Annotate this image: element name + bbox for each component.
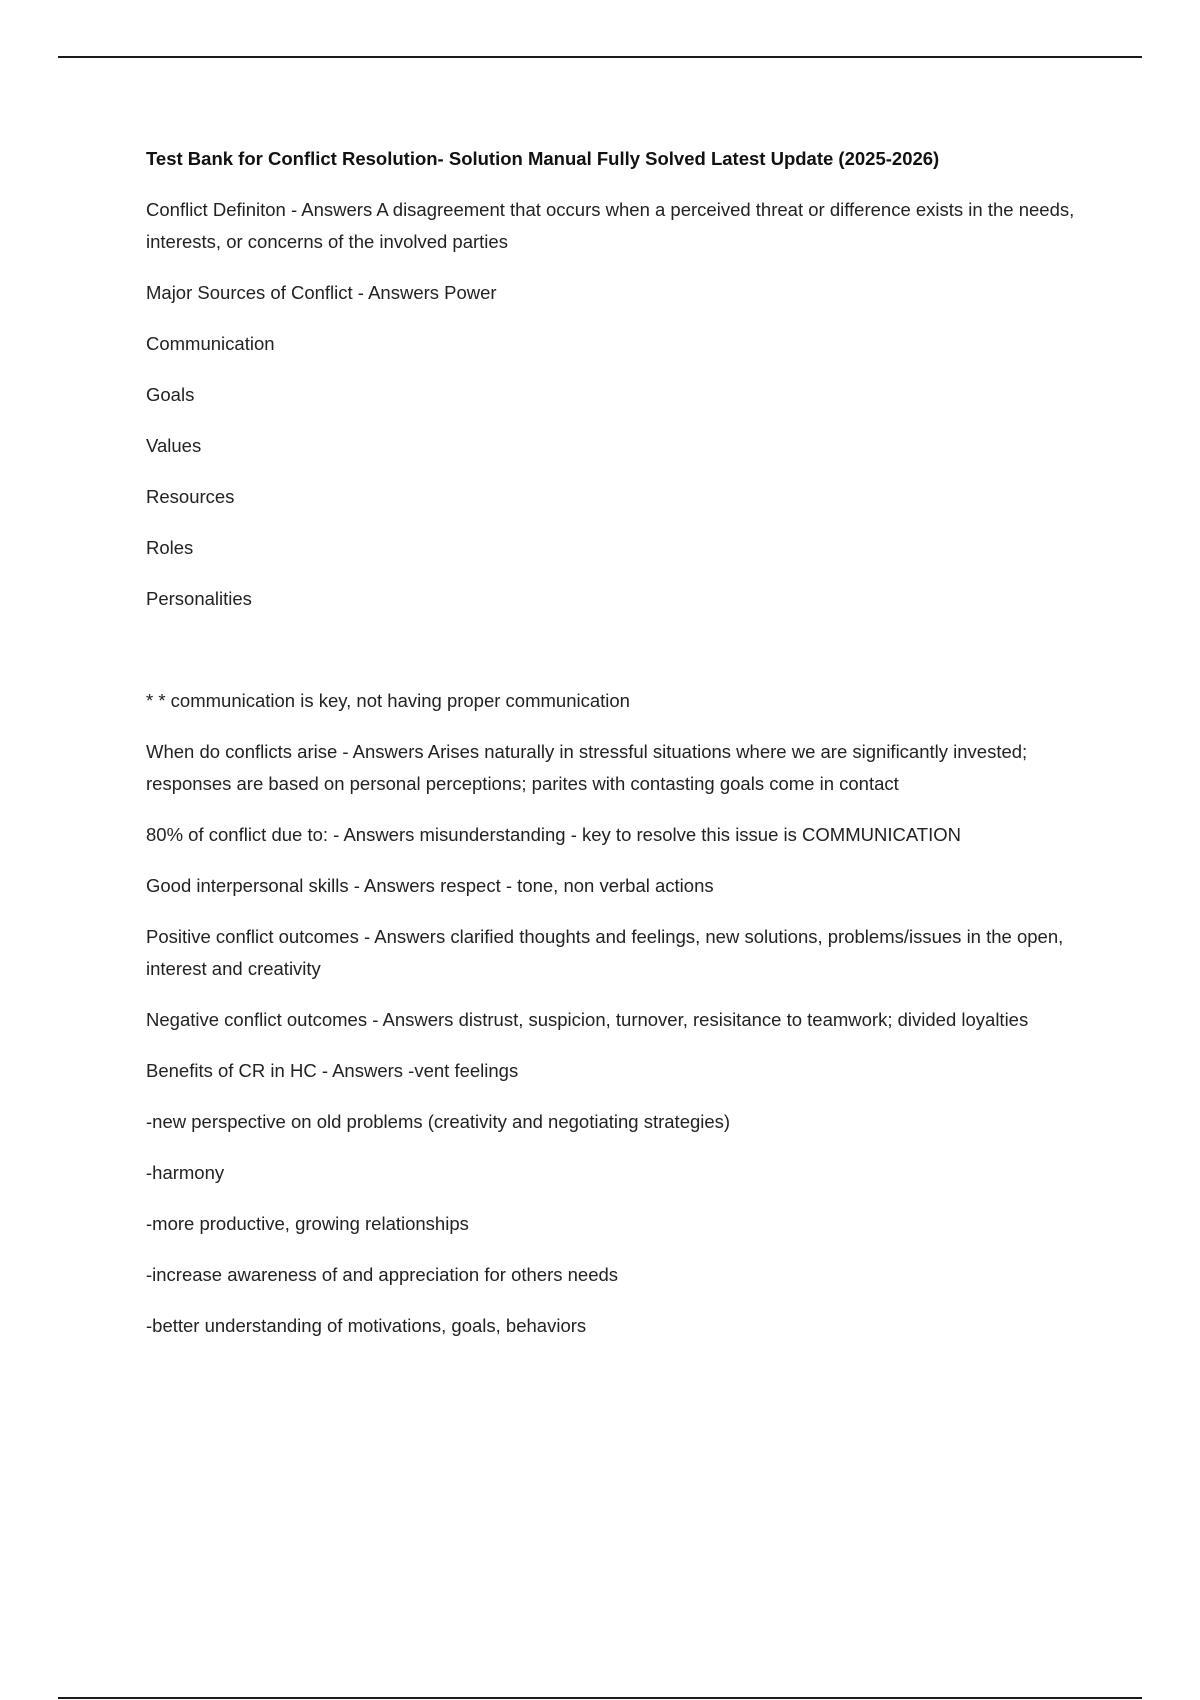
paragraph-benefits: Benefits of CR in HC - Answers -vent feelings	[146, 1060, 519, 1081]
paragraph-interpersonal-skills: Good interpersonal skills - Answers respect - tone, non verbal actions	[146, 875, 714, 896]
paragraph-negative-outcomes: Negative conflict outcomes - Answers distrust, suspicion, turnover, resisitance to teamwork; divided loyalties	[146, 1009, 1029, 1030]
list-item-new-perspective: -new perspective on old problems (creativity and negotiating strategies)	[146, 1111, 731, 1132]
document-title: Test Bank for Conflict Resolution- Solution Manual Fully Solved Latest Update (2025-2026)	[146, 148, 940, 169]
document-body	[146, 146, 1086, 1361]
list-item-understanding: -better understanding of motivations, goals, behaviors	[146, 1315, 587, 1336]
list-item-awareness: -increase awareness of and appreciation for others needs	[146, 1264, 619, 1285]
list-item-harmony: -harmony	[146, 1162, 225, 1183]
blank-gap	[146, 634, 1086, 685]
list-item-goals: Goals	[146, 384, 195, 405]
paragraph-communication-note: * * communication is key, not having proper communication	[146, 690, 630, 711]
paragraph-positive-outcomes: Positive conflict outcomes - Answers clarified thoughts and feelings, new solutions, problems/issues in the open, interest and creativity	[146, 926, 1064, 979]
list-item-values: Values	[146, 435, 202, 456]
list-item-personalities: Personalities	[146, 588, 252, 609]
paragraph-conflict-definition: Conflict Definiton - Answers A disagreement that occurs when a perceived threat or difference exists in the needs, interests, or concerns of the involved parties	[146, 199, 1075, 252]
list-item-productive: -more productive, growing relationships	[146, 1213, 469, 1234]
list-item-roles: Roles	[146, 537, 194, 558]
paragraph-major-sources: Major Sources of Conflict - Answers Power	[146, 282, 497, 303]
header-rule	[58, 56, 1142, 58]
paragraph-eighty-percent: 80% of conflict due to: - Answers misunderstanding - key to resolve this issue is COMMUNICATION	[146, 824, 961, 845]
footer-rule	[58, 1697, 1142, 1699]
paragraph-when-conflicts-arise: When do conflicts arise - Answers Arises naturally in stressful situations where we are significantly invested; responses are based on personal perceptions; parites with contasting goals come in contact	[146, 741, 1028, 794]
list-item-resources: Resources	[146, 486, 235, 507]
list-item-communication: Communication	[146, 333, 275, 354]
